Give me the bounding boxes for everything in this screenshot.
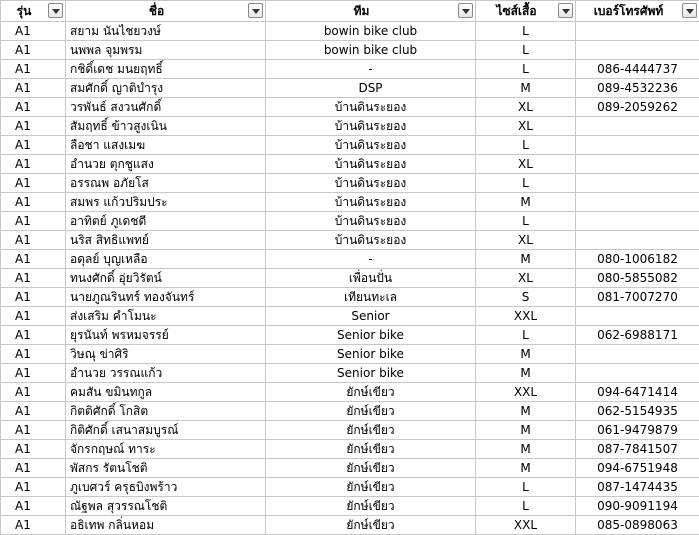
- cell-rank[interactable]: A1: [1, 117, 66, 136]
- cell-name[interactable]: อำนวย วรรณแก้ว: [66, 364, 266, 383]
- cell-size[interactable]: M: [476, 250, 576, 269]
- cell-name[interactable]: ลือชา แสงเมฆ: [66, 136, 266, 155]
- cell-name[interactable]: ณัฐพล สุวรรณโชติ: [66, 497, 266, 516]
- cell-team[interactable]: -: [266, 250, 476, 269]
- table-row[interactable]: [1, 60, 699, 79]
- cell-team[interactable]: ยักษ์เขียว: [266, 459, 476, 478]
- filter-dropdown-icon[interactable]: [558, 3, 573, 18]
- cell-team[interactable]: ยักษ์เขียว: [266, 421, 476, 440]
- table-row[interactable]: [1, 383, 699, 402]
- table-row[interactable]: [1, 79, 699, 98]
- cell-size[interactable]: L: [476, 174, 576, 193]
- cell-size[interactable]: XL: [476, 155, 576, 174]
- table-row[interactable]: [1, 364, 699, 383]
- filter-dropdown-icon[interactable]: [682, 3, 697, 18]
- table-row[interactable]: [1, 478, 699, 497]
- cell-name[interactable]: คมสัน ขมินทกูล: [66, 383, 266, 402]
- cell-phone[interactable]: [576, 307, 699, 326]
- cell-phone[interactable]: 086-4444737: [576, 60, 699, 79]
- header-name-label: ชื่อ: [149, 4, 164, 18]
- header-rank: [1, 1, 66, 22]
- cell-rank[interactable]: A1: [1, 288, 66, 307]
- cell-phone[interactable]: [576, 364, 699, 383]
- header-row: [1, 1, 699, 22]
- cell-rank[interactable]: A1: [1, 41, 66, 60]
- cell-team[interactable]: บ้านดินระยอง: [266, 136, 476, 155]
- header-team-label: ทีม: [354, 4, 370, 18]
- cell-size[interactable]: M: [476, 402, 576, 421]
- cell-size[interactable]: L: [476, 41, 576, 60]
- cell-name[interactable]: ยุรนันท์ พรหมจรรย์: [66, 326, 266, 345]
- cell-size[interactable]: L: [476, 22, 576, 41]
- cell-name[interactable]: นายภูณรินทร์ ทองจันทร์: [66, 288, 266, 307]
- cell-team[interactable]: Senior bike: [266, 364, 476, 383]
- cell-rank[interactable]: A1: [1, 136, 66, 155]
- cell-name[interactable]: กิตติศักดิ์ โกสิต: [66, 402, 266, 421]
- cell-name[interactable]: สมศักดิ์ ญาติบำรุง: [66, 79, 266, 98]
- cell-name[interactable]: พัสกร รัตนโชติ: [66, 459, 266, 478]
- cell-rank[interactable]: A1: [1, 497, 66, 516]
- cell-name[interactable]: ส่งเสริม คำโมนะ: [66, 307, 266, 326]
- cell-team[interactable]: Senior bike: [266, 326, 476, 345]
- cell-name[interactable]: จักรกฤษณ์ ทาระ: [66, 440, 266, 459]
- table-row[interactable]: [1, 307, 699, 326]
- header-size: [476, 1, 576, 22]
- header-name: [66, 1, 266, 22]
- cell-name[interactable]: วรพันธ์ สงวนศักดิ์: [66, 98, 266, 117]
- cell-phone[interactable]: 061-9479879: [576, 421, 699, 440]
- cell-name[interactable]: กิติศักดิ์ เสนาสมบูรณ์: [66, 421, 266, 440]
- cell-name[interactable]: นริส สิทธิแพทย์: [66, 231, 266, 250]
- cell-team[interactable]: bowin bike club: [266, 22, 476, 41]
- header-team: [266, 1, 476, 22]
- cell-phone[interactable]: 090-9091194: [576, 497, 699, 516]
- cell-name[interactable]: อาทิตย์ ภูเดชดี: [66, 212, 266, 231]
- cell-size[interactable]: L: [476, 136, 576, 155]
- cell-team[interactable]: บ้านดินระยอง: [266, 98, 476, 117]
- header-size-label: ไซส์เสื้อ: [496, 4, 536, 18]
- table-row[interactable]: [1, 174, 699, 193]
- cell-team[interactable]: -: [266, 60, 476, 79]
- table-row[interactable]: [1, 497, 699, 516]
- cell-team[interactable]: ยักษ์เขียว: [266, 497, 476, 516]
- cell-team[interactable]: Senior bike: [266, 345, 476, 364]
- cell-phone[interactable]: [576, 345, 699, 364]
- cell-size[interactable]: XL: [476, 231, 576, 250]
- cell-team[interactable]: เพื่อนปั่น: [266, 269, 476, 288]
- cell-phone[interactable]: [576, 22, 699, 41]
- header-row-group: [1, 1, 699, 22]
- table-row[interactable]: [1, 117, 699, 136]
- table-row[interactable]: [1, 250, 699, 269]
- cell-name[interactable]: ภูเบศวร์ ครุธบิงพร้าว: [66, 478, 266, 497]
- cell-rank[interactable]: A1: [1, 98, 66, 117]
- cell-rank[interactable]: A1: [1, 231, 66, 250]
- cell-name[interactable]: สัมฤทธิ์ ข้าวสูงเนิน: [66, 117, 266, 136]
- cell-rank[interactable]: A1: [1, 326, 66, 345]
- table-row[interactable]: [1, 326, 699, 345]
- cell-phone[interactable]: 094-6751948: [576, 459, 699, 478]
- cell-rank[interactable]: A1: [1, 212, 66, 231]
- cell-rank[interactable]: A1: [1, 174, 66, 193]
- table-row[interactable]: [1, 440, 699, 459]
- filter-dropdown-icon[interactable]: [458, 3, 473, 18]
- cell-phone[interactable]: 094-6471414: [576, 383, 699, 402]
- cell-rank[interactable]: A1: [1, 155, 66, 174]
- cell-size[interactable]: M: [476, 79, 576, 98]
- cell-phone[interactable]: [576, 231, 699, 250]
- cell-team[interactable]: bowin bike club: [266, 41, 476, 60]
- cell-team[interactable]: Senior: [266, 307, 476, 326]
- cell-team[interactable]: เทียนทะเล: [266, 288, 476, 307]
- cell-rank[interactable]: A1: [1, 60, 66, 79]
- cell-name[interactable]: อดุลย์ บุญเหลือ: [66, 250, 266, 269]
- cell-rank[interactable]: A1: [1, 459, 66, 478]
- cell-rank[interactable]: A1: [1, 22, 66, 41]
- cell-team[interactable]: ยักษ์เขียว: [266, 383, 476, 402]
- table-row[interactable]: [1, 136, 699, 155]
- table-row[interactable]: [1, 288, 699, 307]
- table-row[interactable]: [1, 41, 699, 60]
- cell-team[interactable]: DSP: [266, 79, 476, 98]
- table-row[interactable]: [1, 22, 699, 41]
- cell-size[interactable]: XL: [476, 117, 576, 136]
- cell-size[interactable]: L: [476, 60, 576, 79]
- cell-size[interactable]: M: [476, 345, 576, 364]
- header-rank-label: รุ่น: [17, 4, 32, 18]
- cell-name[interactable]: กชิดิ์เดช มนยฤทธิ์: [66, 60, 266, 79]
- cell-phone[interactable]: 087-1474435: [576, 478, 699, 497]
- cell-team[interactable]: บ้านดินระยอง: [266, 174, 476, 193]
- cell-rank[interactable]: A1: [1, 269, 66, 288]
- cell-rank[interactable]: A1: [1, 193, 66, 212]
- table-body: [1, 22, 699, 535]
- cell-name[interactable]: อรรณพ อภัยโส: [66, 174, 266, 193]
- cell-team[interactable]: ยักษ์เขียว: [266, 516, 476, 535]
- cell-phone[interactable]: 062-6988171: [576, 326, 699, 345]
- cell-phone[interactable]: 087-7841507: [576, 440, 699, 459]
- table-row[interactable]: [1, 402, 699, 421]
- cell-rank[interactable]: A1: [1, 478, 66, 497]
- filter-dropdown-icon[interactable]: [48, 3, 63, 18]
- cell-phone[interactable]: [576, 212, 699, 231]
- cell-phone[interactable]: 089-2059262: [576, 98, 699, 117]
- table-row[interactable]: [1, 193, 699, 212]
- cell-rank[interactable]: A1: [1, 364, 66, 383]
- cell-size[interactable]: L: [476, 212, 576, 231]
- cell-team[interactable]: บ้านดินระยอง: [266, 193, 476, 212]
- cell-rank[interactable]: A1: [1, 345, 66, 364]
- cell-phone[interactable]: 080-5855082: [576, 269, 699, 288]
- table-row[interactable]: [1, 345, 699, 364]
- cell-size[interactable]: S: [476, 288, 576, 307]
- cell-size[interactable]: XXL: [476, 307, 576, 326]
- cell-name[interactable]: สยาม นันไชยวงษ์: [66, 22, 266, 41]
- cell-size[interactable]: L: [476, 497, 576, 516]
- cell-size[interactable]: M: [476, 459, 576, 478]
- cell-name[interactable]: สมพร แก้วปริมประ: [66, 193, 266, 212]
- cell-size[interactable]: XL: [476, 98, 576, 117]
- filter-dropdown-icon[interactable]: [248, 3, 263, 18]
- cell-team[interactable]: ยักษ์เขียว: [266, 478, 476, 497]
- cell-phone[interactable]: 089-4532236: [576, 79, 699, 98]
- table-row[interactable]: [1, 212, 699, 231]
- cell-phone[interactable]: [576, 117, 699, 136]
- cell-rank[interactable]: A1: [1, 250, 66, 269]
- table-row[interactable]: [1, 269, 699, 288]
- cell-phone[interactable]: 081-7007270: [576, 288, 699, 307]
- cell-size[interactable]: XL: [476, 269, 576, 288]
- header-phone: [576, 1, 699, 22]
- cell-phone[interactable]: 085-0898063: [576, 516, 699, 535]
- cell-name[interactable]: อำนวย ตุกชูแสง: [66, 155, 266, 174]
- cell-size[interactable]: M: [476, 364, 576, 383]
- table-row[interactable]: [1, 459, 699, 478]
- cell-team[interactable]: บ้านดินระยอง: [266, 231, 476, 250]
- table-row[interactable]: [1, 98, 699, 117]
- table-row[interactable]: [1, 421, 699, 440]
- cell-size[interactable]: XXL: [476, 516, 576, 535]
- table-row[interactable]: [1, 231, 699, 250]
- cell-team[interactable]: บ้านดินระยอง: [266, 117, 476, 136]
- cell-size[interactable]: XXL: [476, 383, 576, 402]
- cell-name[interactable]: ทนงศักดิ์ อุ่ยวิรัตน์: [66, 269, 266, 288]
- cell-rank[interactable]: A1: [1, 79, 66, 98]
- cell-phone[interactable]: 080-1006182: [576, 250, 699, 269]
- cell-name[interactable]: วิษณุ ข่าศิริ: [66, 345, 266, 364]
- cell-phone[interactable]: [576, 155, 699, 174]
- cell-phone[interactable]: [576, 136, 699, 155]
- cell-team[interactable]: บ้านดินระยอง: [266, 155, 476, 174]
- cell-phone[interactable]: [576, 193, 699, 212]
- cell-team[interactable]: บ้านดินระยอง: [266, 212, 476, 231]
- cell-rank[interactable]: A1: [1, 516, 66, 535]
- cell-phone[interactable]: 062-5154935: [576, 402, 699, 421]
- cell-rank[interactable]: A1: [1, 421, 66, 440]
- cell-rank[interactable]: A1: [1, 402, 66, 421]
- cell-team[interactable]: ยักษ์เขียว: [266, 402, 476, 421]
- cell-rank[interactable]: A1: [1, 307, 66, 326]
- cell-rank[interactable]: A1: [1, 440, 66, 459]
- table-row[interactable]: [1, 155, 699, 174]
- cell-size[interactable]: M: [476, 440, 576, 459]
- cell-team[interactable]: ยักษ์เขียว: [266, 440, 476, 459]
- cell-size[interactable]: L: [476, 326, 576, 345]
- cell-size[interactable]: L: [476, 478, 576, 497]
- cell-size[interactable]: M: [476, 193, 576, 212]
- cell-rank[interactable]: A1: [1, 383, 66, 402]
- cell-size[interactable]: M: [476, 421, 576, 440]
- cell-name[interactable]: อธิเทพ กลิ่นหอม: [66, 516, 266, 535]
- cell-phone[interactable]: [576, 174, 699, 193]
- cell-name[interactable]: นพพล จุมพรม: [66, 41, 266, 60]
- cell-phone[interactable]: [576, 41, 699, 60]
- header-phone-label: เบอร์โทรศัพท์: [594, 4, 664, 18]
